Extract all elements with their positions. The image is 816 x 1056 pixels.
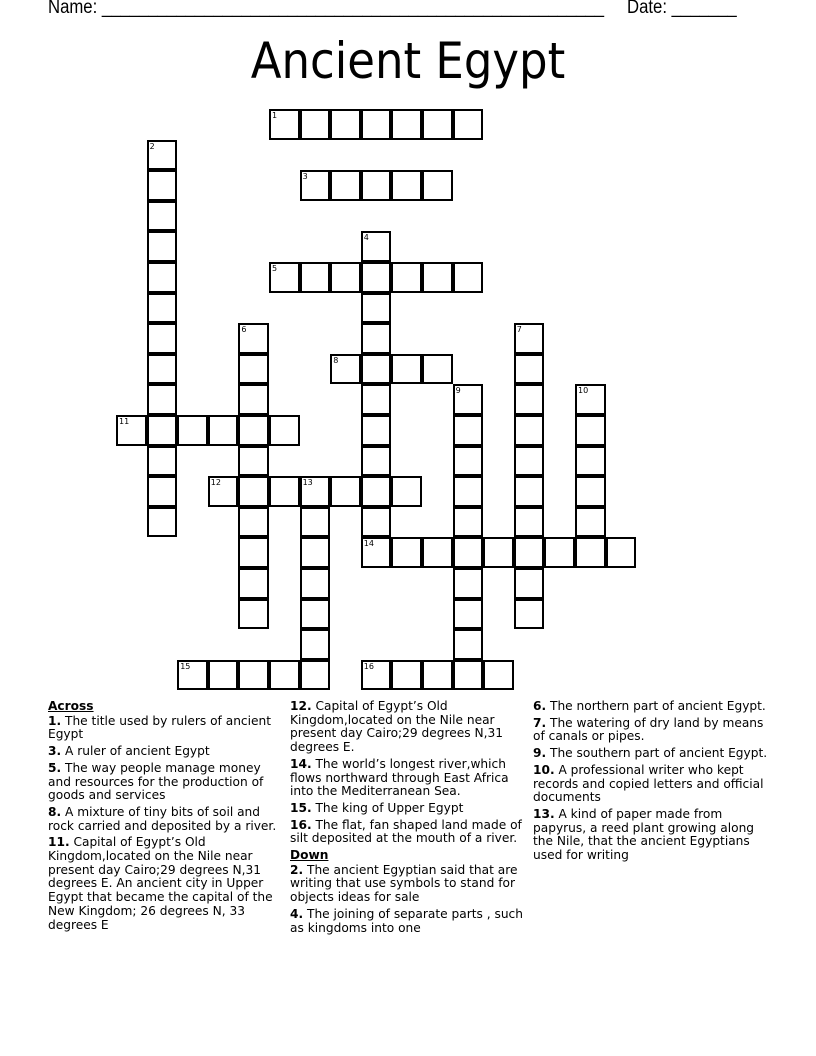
grid-cell[interactable] bbox=[361, 109, 392, 140]
grid-cell[interactable] bbox=[300, 568, 331, 599]
grid-cell[interactable] bbox=[147, 262, 178, 293]
grid-cell[interactable] bbox=[606, 537, 637, 568]
grid-cell[interactable] bbox=[330, 262, 361, 293]
grid-cell[interactable] bbox=[208, 476, 239, 507]
grid-cell[interactable] bbox=[147, 201, 178, 232]
grid-cell[interactable] bbox=[269, 660, 300, 691]
grid-cell[interactable] bbox=[177, 415, 208, 446]
name-field[interactable]: Name: ______________________________________________________ bbox=[48, 0, 605, 18]
grid-cell[interactable] bbox=[391, 170, 422, 201]
clue-down-2: 2. The ancient Egyptian said that are writing that use symbols to stand for objects ideas for sale bbox=[290, 862, 518, 905]
grid-cell[interactable] bbox=[514, 537, 545, 568]
grid-cell[interactable] bbox=[361, 262, 392, 293]
grid-cell[interactable] bbox=[361, 446, 392, 477]
clue-number: 9 bbox=[455, 386, 461, 396]
grid-cell[interactable] bbox=[330, 170, 361, 201]
grid-cell[interactable] bbox=[330, 476, 361, 507]
grid-cell[interactable] bbox=[422, 262, 453, 293]
grid-cell[interactable] bbox=[453, 507, 484, 538]
across-heading: Across bbox=[48, 699, 94, 713]
clue-across-16: 16. The flat, fan shaped land made of silt deposited at the mouth of a river. bbox=[290, 817, 522, 846]
grid-cell[interactable] bbox=[514, 599, 545, 630]
grid-cell[interactable] bbox=[300, 537, 331, 568]
grid-cell[interactable] bbox=[361, 415, 392, 446]
grid-cell[interactable] bbox=[361, 354, 392, 385]
grid-cell[interactable] bbox=[575, 507, 606, 538]
grid-cell[interactable] bbox=[422, 109, 453, 140]
grid-cell[interactable] bbox=[483, 660, 514, 691]
clues-column-3 bbox=[533, 700, 769, 866]
grid-cell[interactable] bbox=[147, 415, 178, 446]
grid-cell[interactable] bbox=[361, 293, 392, 324]
clue-number: 6 bbox=[241, 325, 247, 335]
grid-cell[interactable] bbox=[238, 476, 269, 507]
grid-cell[interactable] bbox=[453, 629, 484, 660]
grid-cell[interactable] bbox=[238, 384, 269, 415]
clue-number: 14 bbox=[363, 539, 374, 549]
clue-across-11: 11. Capital of Egypt’s Old Kingdom,located on the Nile near present day Cairo;29 degrees N,31 degrees E. An ancient city in Upper Egypt that became the capital of the New Kingdom; 26 degrees N, 33 degrees E bbox=[48, 835, 273, 932]
clue-across-8: 8. A mixture of tiny bits of soil and rock carried and deposited by a river. bbox=[48, 804, 277, 833]
grid-cell[interactable] bbox=[147, 231, 178, 262]
grid-cell[interactable] bbox=[514, 507, 545, 538]
grid-cell[interactable] bbox=[575, 537, 606, 568]
clue-number: 11 bbox=[119, 417, 130, 426]
grid-cell[interactable] bbox=[422, 537, 453, 568]
grid-cell[interactable] bbox=[300, 476, 331, 507]
grid-cell[interactable] bbox=[177, 660, 208, 691]
grid-cell[interactable] bbox=[422, 170, 453, 201]
grid-cell[interactable] bbox=[147, 140, 178, 171]
clue-number: 1 bbox=[272, 111, 278, 120]
grid-cell[interactable] bbox=[391, 476, 422, 507]
grid-cell[interactable] bbox=[453, 109, 484, 140]
clue-number: 13 bbox=[302, 478, 313, 488]
grid-cell[interactable] bbox=[575, 384, 606, 415]
grid-cell[interactable] bbox=[453, 384, 484, 415]
grid-cell[interactable] bbox=[422, 660, 453, 691]
grid-cell[interactable] bbox=[300, 660, 331, 691]
grid-cell[interactable] bbox=[269, 262, 300, 293]
grid-cell[interactable] bbox=[269, 109, 300, 140]
grid-cell[interactable] bbox=[208, 415, 239, 446]
grid-cell[interactable] bbox=[361, 323, 392, 354]
down-heading: Down bbox=[290, 848, 329, 863]
grid-cell[interactable] bbox=[361, 537, 392, 568]
grid-cell[interactable] bbox=[453, 599, 484, 630]
grid-cell[interactable] bbox=[208, 660, 239, 691]
grid-cell[interactable] bbox=[147, 507, 178, 538]
grid-cell[interactable] bbox=[391, 262, 422, 293]
grid-cell[interactable] bbox=[147, 323, 178, 354]
clue-across-15: 15. The king of Upper Egypt bbox=[290, 800, 464, 815]
grid-cell[interactable] bbox=[544, 537, 575, 568]
grid-cell[interactable] bbox=[453, 262, 484, 293]
page-title: Ancient Egypt bbox=[250, 32, 566, 90]
clue-number: 12 bbox=[210, 478, 221, 488]
date-field[interactable]: Date: _______ bbox=[627, 0, 737, 18]
clue-down-10: 10. A professional writer who kept records and copied letters and official documents bbox=[533, 762, 764, 805]
grid-cell[interactable] bbox=[391, 537, 422, 568]
grid-cell[interactable] bbox=[238, 660, 269, 691]
grid-cell[interactable] bbox=[147, 446, 178, 477]
clue-number: 16 bbox=[363, 661, 374, 671]
grid-cell[interactable] bbox=[300, 599, 331, 630]
grid-cell[interactable] bbox=[361, 384, 392, 415]
grid-cell[interactable] bbox=[361, 507, 392, 538]
grid-cell[interactable] bbox=[453, 446, 484, 477]
grid-cell[interactable] bbox=[391, 109, 422, 140]
grid-cell[interactable] bbox=[391, 660, 422, 691]
grid-cell[interactable] bbox=[147, 384, 178, 415]
grid-cell[interactable] bbox=[514, 415, 545, 446]
grid-cell[interactable] bbox=[147, 293, 178, 324]
grid-cell[interactable] bbox=[147, 354, 178, 385]
clue-number: 15 bbox=[180, 661, 191, 671]
grid-cell[interactable] bbox=[453, 415, 484, 446]
grid-cell[interactable] bbox=[330, 354, 361, 385]
clue-number: 2 bbox=[149, 141, 155, 151]
grid-cell[interactable] bbox=[238, 415, 269, 446]
grid-cell[interactable] bbox=[147, 476, 178, 507]
clues-column-1 bbox=[48, 700, 284, 935]
grid-cell[interactable] bbox=[514, 354, 545, 385]
grid-cell[interactable] bbox=[238, 446, 269, 477]
grid-cell[interactable] bbox=[116, 415, 147, 446]
grid-cell[interactable] bbox=[269, 476, 300, 507]
clue-number: 8 bbox=[333, 355, 339, 365]
clue-down-9: 9. The southern part of ancient Egypt. bbox=[533, 746, 768, 761]
clue-across-1: 1. The title used by rulers of ancient Egypt bbox=[48, 713, 272, 742]
clue-down-4: 4. The joining of separate parts , such as kingdoms into one bbox=[290, 906, 523, 935]
grid-cell[interactable] bbox=[514, 476, 545, 507]
grid-cell[interactable] bbox=[269, 415, 300, 446]
clue-across-3: 3. A ruler of ancient Egypt bbox=[48, 744, 210, 759]
grid-cell[interactable] bbox=[361, 170, 392, 201]
clue-number: 3 bbox=[302, 172, 308, 182]
grid-cell[interactable] bbox=[238, 507, 269, 538]
grid-cell[interactable] bbox=[238, 568, 269, 599]
clue-down-7: 7. The watering of dry land by means of canals or pipes. bbox=[533, 715, 764, 744]
clue-down-6: 6. The northern part of ancient Egypt. bbox=[533, 699, 766, 713]
clues-column-2 bbox=[290, 700, 526, 938]
grid-cell[interactable] bbox=[300, 262, 331, 293]
grid-cell[interactable] bbox=[514, 323, 545, 354]
clue-down-13: 13. A kind of paper made from papyrus, a reed plant growing along the Nile, that the ancient Egyptians used for writing bbox=[533, 806, 755, 863]
grid-cell[interactable] bbox=[147, 170, 178, 201]
grid-cell[interactable] bbox=[575, 415, 606, 446]
grid-cell[interactable] bbox=[361, 476, 392, 507]
grid-cell[interactable] bbox=[575, 446, 606, 477]
grid-cell[interactable] bbox=[361, 660, 392, 691]
grid-cell[interactable] bbox=[300, 629, 331, 660]
grid-cell[interactable] bbox=[238, 354, 269, 385]
clue-across-5: 5. The way people manage money and resources for the production of goods and services bbox=[48, 760, 264, 803]
grid-cell[interactable] bbox=[238, 323, 269, 354]
clue-across-12: 12. Capital of Egypt’s Old Kingdom,located on the Nile near present day Cairo;29 degrees N,31 degrees E. bbox=[290, 699, 503, 755]
grid-cell[interactable] bbox=[300, 170, 331, 201]
grid-cell[interactable] bbox=[483, 537, 514, 568]
clue-across-14: 14. The world’s longest river,which flows northward through East Africa into the Mediterranean Sea. bbox=[290, 756, 509, 799]
grid-cell[interactable] bbox=[300, 507, 331, 538]
grid-cell[interactable] bbox=[514, 384, 545, 415]
clue-number: 10 bbox=[578, 386, 589, 396]
grid-cell[interactable] bbox=[575, 476, 606, 507]
grid-cell[interactable] bbox=[453, 476, 484, 507]
grid-cell[interactable] bbox=[453, 537, 484, 568]
clue-number: 5 bbox=[272, 264, 278, 273]
grid-cell[interactable] bbox=[422, 354, 453, 385]
grid-cell[interactable] bbox=[514, 568, 545, 599]
grid-cell[interactable] bbox=[330, 109, 361, 140]
clue-number: 7 bbox=[516, 325, 522, 335]
clue-number: 4 bbox=[363, 233, 369, 243]
grid-cell[interactable] bbox=[453, 568, 484, 599]
grid-cell[interactable] bbox=[238, 537, 269, 568]
grid-cell[interactable] bbox=[453, 660, 484, 691]
grid-cell[interactable] bbox=[514, 446, 545, 477]
grid-cell[interactable] bbox=[300, 109, 331, 140]
grid-cell[interactable] bbox=[238, 599, 269, 630]
grid-cell[interactable] bbox=[361, 231, 392, 262]
grid-cell[interactable] bbox=[391, 354, 422, 385]
